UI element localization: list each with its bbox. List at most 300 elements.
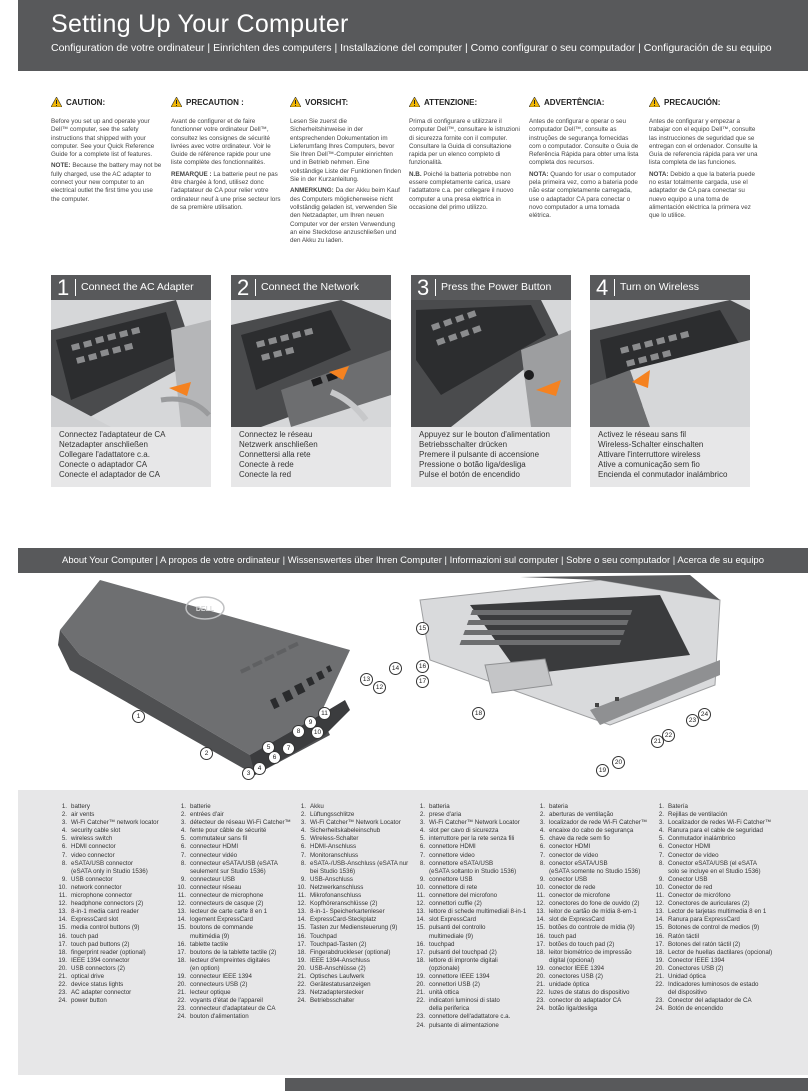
step-4-bar [590, 275, 750, 300]
legend-item [172, 811, 291, 819]
legend-item-number: 16. [416, 940, 425, 948]
legend-item [53, 916, 159, 924]
legend-item-label: Monitoranschluss [310, 851, 359, 859]
warning-paragraph [171, 118, 283, 168]
legend-item-number: 11. [58, 892, 67, 900]
legend-item-label: Localizador de redes Wi-Fi Catcher™ [668, 819, 772, 827]
warning-title [51, 98, 163, 109]
legend-item [531, 876, 647, 884]
step-2-line: Connettersi alla rete [239, 450, 311, 460]
step-1-number: 1 [57, 275, 70, 300]
warning-text: Before you set up and operate your Dell™ computer, see the safety instructions that shipped with your computer. See your Quick Reference Guide for a complete list of features. [51, 118, 155, 159]
legend-item-label: AC adapter connector [71, 989, 132, 997]
legend-item-label: Lüftungsschlitze [310, 811, 355, 819]
legend-item-number: 24. [536, 1005, 545, 1013]
legend-item-label: Optisches Laufwerk [310, 972, 365, 980]
legend-item-label: (opzionale) [429, 964, 460, 972]
legend-item [411, 835, 526, 843]
warning-icon [529, 97, 544, 109]
legend-item [650, 997, 772, 1005]
legend-item-label: (en option) [190, 964, 220, 972]
callout-22: 22 [662, 729, 675, 742]
legend-item-number: 4. [539, 827, 545, 835]
legend-item-number: 14. [416, 916, 425, 924]
legend-item [292, 876, 408, 884]
step-4-line: Ative a comunicação sem fio [598, 460, 700, 470]
legend-item-number: 13. [655, 908, 664, 916]
legend-item-label: botões do touch pad (2) [549, 940, 615, 948]
warning-paragraph [51, 162, 163, 203]
legend-item-number: 12. [297, 900, 306, 908]
step-1-line: Conecte el adaptador de CA [59, 470, 160, 480]
legend-item-label: eSATA/USB connector [71, 859, 134, 867]
warning-title-text: ATTENZIONE: [424, 98, 478, 108]
legend-item-label: Mikrofonanschluss [310, 892, 362, 900]
legend-item-label: HDMI-Anschluss [310, 843, 357, 851]
legend-item [650, 924, 772, 932]
legend-item-label: connecteurs USB (2) [190, 981, 248, 989]
legend-item-number: 10. [58, 883, 67, 891]
legend-item-label: connecteur USB [190, 875, 236, 883]
legend-item-label: network connector [71, 883, 122, 891]
warning-text: Da der Akku beim Kauf des Computers möglicherweise nicht vollständig geladen ist, verwenden Sie den Netzadapter, um Ihren neuen Computer vor der ersten Verwendung an eine Steckdose anzuschließen und den Akku zu laden. [290, 187, 400, 245]
legend-item [172, 1005, 291, 1013]
warning-text: Lesen Sie zuerst die Sicherheitshinweise in der entsprechenden Dokumentation im Lieferumfang Ihres Computers, bevor Sie Ihren Dell™-Computer einrichten und in Betrieb nehmen. Eine vollständige Liste der Funktionen finden Sie in der Kurzanleitung. [290, 118, 401, 184]
legend-item-label: touchpad [429, 940, 455, 948]
legend-item-number: 3. [180, 819, 186, 827]
legend-item-number: 18. [655, 948, 664, 956]
legend-item-label: USB-Anschluss [310, 875, 353, 883]
legend-item-label: touch pad [549, 932, 577, 940]
legend-item [172, 843, 291, 851]
legend-item [53, 933, 159, 941]
legend-item-number: 14. [58, 916, 67, 924]
legend-item-label: Ranura para ExpressCard [668, 916, 740, 924]
legend-item-label: del dispositivo [668, 989, 707, 997]
legend-item-label: connecteur réseau [190, 883, 242, 891]
warning-note-label: NOTA: [649, 170, 669, 178]
legend-item-number: 19. [177, 972, 186, 980]
legend-item [292, 957, 408, 965]
callout-16: 16 [416, 660, 429, 673]
legend-item-label: digital (opcional) [549, 956, 595, 964]
legend-item-label: Wi-Fi Catcher™ network locator [71, 819, 159, 827]
callout-7: 7 [282, 742, 295, 755]
legend-item-label: conectores do fone de ouvido (2) [549, 900, 640, 908]
step-3-bar [411, 275, 571, 300]
step-4-translations [598, 430, 727, 480]
warning-column [51, 98, 163, 207]
legend-item-label: lecteur de carte carte 8 en 1 [190, 908, 268, 916]
legend-item-label: localizador de rede Wi-Fi Catcher™ [549, 819, 648, 827]
legend-item-label: pulsante di alimentazione [429, 1021, 499, 1029]
legend-item-label: Conector de micrófono [668, 892, 731, 900]
legend-item-number: 18. [536, 948, 545, 956]
legend-item [531, 1005, 647, 1013]
callout-4: 4 [253, 762, 266, 775]
legend-item-number: 23. [58, 989, 67, 997]
legend-item-label: video connector [71, 851, 115, 859]
warning-title-text: ADVERTÊNCIA: [544, 98, 605, 108]
legend-item-number: 12. [416, 900, 425, 908]
legend-item-number: 7. [539, 851, 545, 859]
legend-item-label: conector de vídeo [549, 851, 599, 859]
legend-item-label: battery [71, 803, 90, 810]
warning-note-label: REMARQUE : [171, 170, 212, 178]
legend-item-label: unità ottica [429, 989, 459, 997]
legend-item [531, 892, 647, 900]
legend-item [531, 973, 647, 981]
legend-item-label: USB-Anschlüsse (2) [310, 964, 366, 972]
legend-item-label: conector de rede [549, 883, 596, 891]
legend-item [172, 916, 291, 924]
warning-note-label: ANMERKUNG: [290, 187, 334, 195]
about-section-title: About Your Computer | A propos de votre ordinateur | Wissenswertes über Ihren Computer | Informazioni sul computer | Sobre o seu computador | Acerca de su equipo [62, 555, 764, 566]
warning-paragraph [409, 171, 521, 212]
legend-item-label: Conector de red [668, 883, 713, 891]
legend-item-label: connettore eSATA/USB [429, 859, 494, 867]
legend-item-number: 19. [536, 964, 545, 972]
divider [255, 279, 256, 296]
legend-item [650, 900, 772, 908]
legend-item-number: 6. [300, 843, 306, 851]
legend-column [292, 803, 408, 1005]
legend-item [292, 908, 408, 916]
legend-item [172, 860, 291, 868]
dell-logo-text: DELL [195, 606, 215, 613]
legend-item [531, 916, 647, 924]
legend-item-number: 3. [539, 819, 545, 827]
step-2-photo [231, 300, 391, 427]
legend-item-number: 10. [177, 883, 186, 891]
warning-note-label: NOTA: [529, 170, 549, 178]
legend-item-label: Betriebsschalter [310, 997, 355, 1005]
laptop-rear-view [58, 580, 350, 775]
warning-paragraph [290, 118, 402, 184]
warning-icon [649, 97, 664, 109]
legend-item [650, 949, 772, 957]
step-3-title: Press the Power Button [441, 281, 552, 293]
step-3-line: Pulse el botón de encendido [419, 470, 520, 480]
legend-item-number: 7. [658, 851, 664, 859]
warning-title [290, 98, 402, 109]
legend-item-label: connecteur eSATA/USB (eSATA [190, 859, 278, 867]
legend-item [172, 827, 291, 835]
legend-item-number: 1. [61, 803, 67, 810]
legend-item-number: 22. [58, 981, 67, 989]
legend-item [650, 811, 772, 819]
step-3-line: Pressione o botão liga/desliga [419, 460, 526, 470]
legend-item-label: multimédia (9) [190, 932, 230, 940]
legend-item-label: Ratón táctil [668, 932, 699, 940]
step-2-translations [239, 430, 318, 480]
legend-item-label: slot per cavo di sicurezza [429, 827, 499, 835]
callout-24: 24 [698, 708, 711, 721]
legend-item [292, 989, 408, 997]
callout-10: 10 [311, 726, 324, 739]
step-2-bar [231, 275, 391, 300]
legend-item [411, 811, 526, 819]
callout-21: 21 [651, 735, 664, 748]
legend-item-number: 4. [180, 827, 186, 835]
legend-item-label: bouton d'alimentation [190, 1013, 249, 1021]
legend-item-label: fente pour câble de sécurité [190, 827, 267, 835]
legend-item-number: 13. [177, 908, 186, 916]
legend-item-label: touch pad buttons (2) [71, 940, 130, 948]
legend-item-label: détecteur de réseau Wi-Fi Catcher™ [190, 819, 291, 827]
legend-item [650, 868, 772, 876]
callout-12: 12 [373, 681, 386, 694]
legend-item-number: 13. [536, 908, 545, 916]
legend-item-number: 22. [655, 981, 664, 989]
legend-item-label: security cable slot [71, 827, 121, 835]
legend-item [292, 924, 408, 932]
legend-item-label: Kopfhöreranschlüsse (2) [310, 900, 378, 908]
legend-item-number: 21. [416, 989, 425, 997]
legend-item-label: (eSATA soltanto in Studio 1536) [429, 867, 517, 875]
legend-item [650, 965, 772, 973]
legend-item-number: 3. [300, 819, 306, 827]
warning-title [409, 98, 521, 109]
legend-item-number: 22. [297, 981, 306, 989]
about-section-bar [18, 548, 808, 573]
legend-item-number: 5. [300, 835, 306, 843]
legend-item [292, 941, 408, 949]
legend-item-number: 21. [655, 972, 664, 980]
legend-column [650, 803, 772, 1013]
legend-item [531, 803, 647, 811]
legend-item-number: 8. [419, 859, 425, 867]
legend-item [53, 819, 159, 827]
legend-item-label: Gerätestatusanzeigen [310, 981, 371, 989]
legend-item [531, 908, 647, 916]
legend-item-label: Lector de huellas dactilares (opcional) [668, 948, 773, 956]
legend-item [411, 981, 526, 989]
legend-item-number: 5. [61, 835, 67, 843]
callout-13: 13 [360, 673, 373, 686]
legend-item [292, 803, 408, 811]
legend-item-label: Conector HDMI [668, 843, 711, 851]
step-3-photo [411, 300, 571, 427]
legend-item-number: 18. [416, 956, 425, 964]
legend-item [53, 868, 159, 876]
callout-5: 5 [262, 741, 275, 754]
step-3-line: Betriebsschalter drücken [419, 440, 508, 450]
legend-item-number: 1. [180, 803, 186, 810]
legend-item-number: 18. [177, 956, 186, 964]
legend-item [531, 989, 647, 997]
warning-title-text: PRECAUCIÓN: [664, 98, 721, 108]
legend-item [172, 884, 291, 892]
legend-item-label: batteria [429, 803, 450, 810]
legend-item-number: 24. [58, 997, 67, 1005]
legend-item-number: 22. [416, 997, 425, 1005]
legend-item-label: Netzwerkanschluss [310, 883, 364, 891]
legend-item-label: Conector USB [668, 875, 708, 883]
legend-item-label: logement ExpressCard [190, 916, 253, 924]
step-3-line: Premere il pulsante di accensione [419, 450, 540, 460]
legend-item-label: optical drive [71, 972, 105, 980]
legend-item [650, 803, 772, 811]
legend-item-label: connecteur d'adaptateur de CA [190, 1005, 276, 1013]
legend-item-label: lettore di impronte digitali [429, 956, 498, 964]
legend-item-label: conectores USB (2) [549, 972, 603, 980]
legend-item-number: 17. [536, 940, 545, 948]
legend-item-label: Conector eSATA/USB (el eSATA [668, 859, 757, 867]
legend-item [292, 900, 408, 908]
legend-item-number: 6. [61, 843, 67, 851]
legend-item-number: 11. [297, 892, 306, 900]
step-4-panel [590, 275, 750, 487]
legend-item-label: Unidad óptica [668, 972, 706, 980]
legend-item-number: 18. [297, 948, 306, 956]
legend-item-number: 2. [658, 811, 664, 819]
legend-item-label: IEEE 1394 connector [71, 956, 130, 964]
warning-text: Prima di configurare e utilizzare il computer Dell™, consultare le istruzioni di sicurezza fornite con il computer. Consultare la Guida di consultazione rapida per un elenco completo di funzionalità. [409, 118, 520, 167]
legend-item [650, 973, 772, 981]
legend-item-label: voyants d'état de l'appareil [190, 997, 263, 1005]
legend-item-number: 13. [297, 908, 306, 916]
legend-item-label: pulsanti del touchpad (2) [429, 948, 497, 956]
legend-item [411, 997, 526, 1005]
legend-item [531, 981, 647, 989]
warning-title [649, 98, 761, 109]
legend-item [650, 957, 772, 965]
legend-item-number: 19. [655, 956, 664, 964]
warning-column [290, 98, 402, 248]
legend-item-label: lettore di schede multimediali 8-in-1 [429, 908, 527, 916]
legend-item-label: Conector del adaptador de CA [668, 997, 752, 1005]
step-3-number: 3 [417, 275, 430, 300]
legend-item-label: Batería [668, 803, 688, 810]
callout-23: 23 [686, 714, 699, 727]
legend-item [650, 843, 772, 851]
legend-item-label: interruttore per la rete senza fili [429, 835, 515, 843]
callout-2: 2 [200, 747, 213, 760]
legend-item-label: conector do adaptador CA [549, 997, 622, 1005]
warning-paragraph [529, 171, 641, 221]
legend-item-number: 4. [300, 827, 306, 835]
legend-item-number: 20. [297, 964, 306, 972]
legend-item [411, 827, 526, 835]
legend-item [411, 900, 526, 908]
legend-item-number: 10. [416, 883, 425, 891]
legend-item-label: ExpressCard slot [71, 916, 119, 924]
warning-paragraph [649, 171, 761, 221]
legend-item-label: conector IEEE 1394 [549, 964, 605, 972]
legend-item [292, 884, 408, 892]
legend-item-label: chave da rede sem fio [549, 835, 610, 843]
step-4-line: Attivare l'interruttore wireless [598, 450, 701, 460]
legend-item [531, 957, 647, 965]
legend-item-number: 5. [419, 835, 425, 843]
legend-item-label: USB connectors (2) [71, 964, 125, 972]
legend-item [53, 884, 159, 892]
legend-item-label: botão liga/desliga [549, 1005, 598, 1013]
legend-item [172, 1013, 291, 1021]
legend-item-number: 21. [297, 972, 306, 980]
legend-item [650, 827, 772, 835]
legend-item [53, 908, 159, 916]
legend-item [172, 941, 291, 949]
legend-item-number: 24. [177, 1013, 186, 1021]
legend-item-label: slot ExpressCard [429, 916, 477, 924]
legend-item-number: 2. [419, 811, 425, 819]
warning-title-text: PRECAUTION : [186, 98, 244, 108]
legend-item [531, 997, 647, 1005]
legend-item-number: 6. [658, 843, 664, 851]
legend-item-number: 20. [655, 964, 664, 972]
legend-item-number: 10. [536, 883, 545, 891]
legend-item [292, 811, 408, 819]
legend-item-label: fingerprint reader (optional) [71, 948, 146, 956]
legend-item-number: 6. [180, 843, 186, 851]
legend-item-number: 15. [58, 924, 67, 932]
step-4-photo [590, 300, 750, 427]
legend-item-label: connettore IEEE 1394 [429, 972, 490, 980]
legend-item [172, 803, 291, 811]
warning-text: Because the battery may not be fully charged, use the AC adapter to connect your new computer to an electrical outlet the first time you use the computer. [51, 162, 162, 203]
legend-item [292, 892, 408, 900]
legend-item-number: 17. [177, 948, 186, 956]
legend-item-number: 17. [297, 940, 306, 948]
legend-item-label: Ranura para el cable de seguridad [668, 827, 763, 835]
legend-item-number: 12. [536, 900, 545, 908]
legend-item-number: 5. [539, 835, 545, 843]
legend-item-label: Conmutador inalámbrico [668, 835, 736, 843]
legend-item [292, 916, 408, 924]
legend-item-label: connecteurs de casque (2) [190, 900, 264, 908]
legend-item-number: 23. [416, 1013, 425, 1021]
legend-item [531, 900, 647, 908]
legend-item [411, 819, 526, 827]
legend-item-label: Lector de tarjetas multimedia 8 en 1 [668, 908, 767, 916]
page-title: Setting Up Your Computer [51, 10, 349, 38]
step-1-line: Netzadapter anschließen [59, 440, 148, 450]
legend-item-number: 11. [655, 892, 664, 900]
step-2-number: 2 [237, 275, 250, 300]
legend-item-label: Conector IEEE 1394 [668, 956, 725, 964]
legend-item [531, 819, 647, 827]
legend-item-number: 20. [177, 981, 186, 989]
legend-item [411, 908, 526, 916]
legend-item-number: 9. [180, 875, 186, 883]
legend-item [172, 989, 291, 997]
legend-item-number: 14. [655, 916, 664, 924]
legend-item-label: seulement sur Studio 1536) [190, 867, 266, 875]
callout-19: 19 [596, 764, 609, 777]
legend-item-label: 8-in-1 media card reader [71, 908, 139, 916]
legend-item [292, 835, 408, 843]
legend-item [411, 843, 526, 851]
warning-paragraph [529, 118, 641, 168]
legend-item-label: encaixe do cabo de segurança [549, 827, 634, 835]
warning-title-text: VORSICHT: [305, 98, 349, 108]
legend-item-label: Fingerabdruckleser (optional) [310, 948, 391, 956]
legend-item [53, 811, 159, 819]
legend-item [292, 843, 408, 851]
step-4-title: Turn on Wireless [620, 281, 699, 293]
legend-item-number: 17. [655, 940, 664, 948]
legend-item-label: power button [71, 997, 107, 1005]
legend-item-number: 24. [416, 1021, 425, 1029]
legend-item [53, 989, 159, 997]
step-2-title: Connect the Network [261, 281, 360, 293]
legend-item [292, 949, 408, 957]
legend-item-number: 17. [416, 948, 425, 956]
legend-item [411, 852, 526, 860]
legend-item-number: 23. [297, 989, 306, 997]
